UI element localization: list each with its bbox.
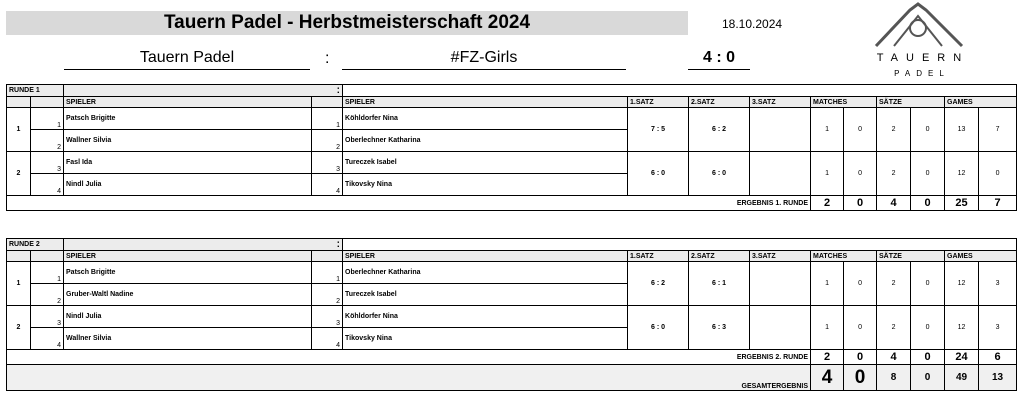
match-number: 1 [7, 262, 31, 306]
satz1-score: 6 : 0 [628, 152, 689, 196]
player-name: Patsch Brigitte [64, 262, 312, 284]
col-spieler-home: SPIELER [64, 251, 312, 262]
matches-home: 1 [811, 262, 844, 306]
player-pos: 3 [312, 152, 343, 174]
player-name: Köhldorfer Nina [343, 306, 628, 328]
player-pos: 4 [312, 174, 343, 196]
round-colon: : [64, 85, 343, 97]
saetze-home: 2 [877, 262, 911, 306]
satz3-score [750, 262, 811, 306]
table-row [7, 306, 1017, 328]
result-saetze-away: 0 [911, 196, 945, 211]
player-pos: 3 [31, 306, 64, 328]
result-games-home: 25 [945, 196, 979, 211]
player-pos: 4 [312, 328, 343, 350]
games-away: 3 [979, 262, 1017, 306]
saetze-home: 2 [877, 108, 911, 152]
result-games-away: 6 [979, 350, 1017, 365]
matches-away: 0 [844, 262, 877, 306]
satz1-score: 6 : 0 [628, 306, 689, 350]
result-matches-away: 0 [844, 196, 877, 211]
grand-total-label: GESAMTERGEBNIS [7, 365, 811, 391]
col-spieler-away: SPIELER [343, 97, 628, 108]
player-name: Oberlechner Katharina [343, 130, 628, 152]
saetze-away: 0 [911, 306, 945, 350]
games-home: 12 [945, 262, 979, 306]
match-number: 1 [7, 108, 31, 152]
overall-score: 4 : 0 [688, 48, 750, 70]
satz2-score: 6 : 1 [689, 262, 750, 306]
col-satz3: 3.SATZ [750, 251, 811, 262]
saetze-home: 2 [877, 306, 911, 350]
player-name: Nindl Julia [64, 306, 312, 328]
result-saetze-home: 4 [877, 196, 911, 211]
round-result-label: ERGEBNIS 1. RUNDE [7, 196, 811, 211]
round-result-row [7, 196, 1017, 211]
result-matches-away: 0 [844, 350, 877, 365]
col-saetze: SÄTZE [877, 251, 945, 262]
result-matches-home: 2 [811, 350, 844, 365]
col-spieler-away: SPIELER [343, 251, 628, 262]
player-name: Tureczek Isabel [343, 284, 628, 306]
round-1-table [6, 84, 1017, 211]
games-away: 0 [979, 152, 1017, 196]
match-number: 2 [7, 306, 31, 350]
result-matches-home: 2 [811, 196, 844, 211]
col-satz1: 1.SATZ [628, 97, 689, 108]
mountain-logo-icon [864, 2, 974, 52]
col-satz2: 2.SATZ [689, 97, 750, 108]
col-matches: MATCHES [811, 97, 877, 108]
match-number: 2 [7, 152, 31, 196]
player-pos: 1 [31, 108, 64, 130]
result-saetze-away: 0 [911, 350, 945, 365]
col-matches: MATCHES [811, 251, 877, 262]
team-separator: : [325, 50, 330, 67]
player-pos: 1 [31, 262, 64, 284]
col-satz2: 2.SATZ [689, 251, 750, 262]
table-row [7, 152, 1017, 174]
player-pos: 2 [312, 130, 343, 152]
col-satz3: 3.SATZ [750, 97, 811, 108]
player-pos: 1 [312, 262, 343, 284]
satz2-score: 6 : 0 [689, 152, 750, 196]
satz3-score [750, 306, 811, 350]
games-home: 13 [945, 108, 979, 152]
player-pos: 1 [312, 108, 343, 130]
saetze-away: 0 [911, 262, 945, 306]
matches-away: 0 [844, 152, 877, 196]
total-saetze-home: 8 [877, 365, 911, 391]
satz2-score: 6 : 3 [689, 306, 750, 350]
round-label: RUNDE 2 [7, 239, 64, 251]
total-matches-home: 4 [811, 365, 844, 391]
saetze-home: 2 [877, 152, 911, 196]
saetze-away: 0 [911, 108, 945, 152]
player-pos: 4 [31, 174, 64, 196]
table-row [7, 262, 1017, 284]
player-name: Wallner Silvia [64, 130, 312, 152]
satz3-score [750, 108, 811, 152]
satz3-score [750, 152, 811, 196]
satz2-score: 6 : 2 [689, 108, 750, 152]
matches-home: 1 [811, 306, 844, 350]
page-title: Tauern Padel - Herbstmeisterschaft 2024 [6, 11, 688, 35]
table-row [7, 108, 1017, 130]
round-label: RUNDE 1 [7, 85, 64, 97]
player-pos: 4 [31, 328, 64, 350]
logo-word: TAUERN [876, 52, 970, 64]
result-games-home: 24 [945, 350, 979, 365]
matches-away: 0 [844, 306, 877, 350]
result-games-away: 7 [979, 196, 1017, 211]
player-name: Wallner Silvia [64, 328, 312, 350]
logo-sub: PADEL [894, 69, 950, 78]
player-pos: 3 [312, 306, 343, 328]
player-name: Tikovsky Nina [343, 174, 628, 196]
player-name: Patsch Brigitte [64, 108, 312, 130]
player-pos: 3 [31, 152, 64, 174]
player-name: Fasl Ida [64, 152, 312, 174]
games-home: 12 [945, 306, 979, 350]
round-result-label: ERGEBNIS 2. RUNDE [7, 350, 811, 365]
tauern-padel-logo [864, 2, 974, 80]
player-pos: 2 [31, 130, 64, 152]
col-games: GAMES [945, 251, 1017, 262]
col-games: GAMES [945, 97, 1017, 108]
satz1-score: 7 : 5 [628, 108, 689, 152]
result-saetze-home: 4 [877, 350, 911, 365]
round-result-row [7, 350, 1017, 365]
col-spieler-home: SPIELER [64, 97, 312, 108]
matches-home: 1 [811, 152, 844, 196]
total-matches-away: 0 [844, 365, 877, 391]
player-name: Köhldorfer Nina [343, 108, 628, 130]
matches-away: 0 [844, 108, 877, 152]
player-name: Gruber-Waltl Nadine [64, 284, 312, 306]
player-pos: 2 [31, 284, 64, 306]
games-home: 12 [945, 152, 979, 196]
player-pos: 2 [312, 284, 343, 306]
matches-home: 1 [811, 108, 844, 152]
round-colon: : [64, 239, 343, 251]
games-away: 7 [979, 108, 1017, 152]
games-away: 3 [979, 306, 1017, 350]
player-name: Tikovsky Nina [343, 328, 628, 350]
player-name: Tureczek Isabel [343, 152, 628, 174]
round-2-table [6, 238, 1017, 391]
total-saetze-away: 0 [911, 365, 945, 391]
total-games-home: 49 [945, 365, 979, 391]
saetze-away: 0 [911, 152, 945, 196]
home-team: Tauern Padel [64, 48, 310, 70]
player-name: Oberlechner Katharina [343, 262, 628, 284]
satz1-score: 6 : 2 [628, 262, 689, 306]
grand-total-row [7, 365, 1017, 391]
player-name: Nindl Julia [64, 174, 312, 196]
away-team: #FZ-Girls [342, 48, 626, 70]
col-satz1: 1.SATZ [628, 251, 689, 262]
col-saetze: SÄTZE [877, 97, 945, 108]
total-games-away: 13 [979, 365, 1017, 391]
match-date: 18.10.2024 [722, 17, 783, 31]
